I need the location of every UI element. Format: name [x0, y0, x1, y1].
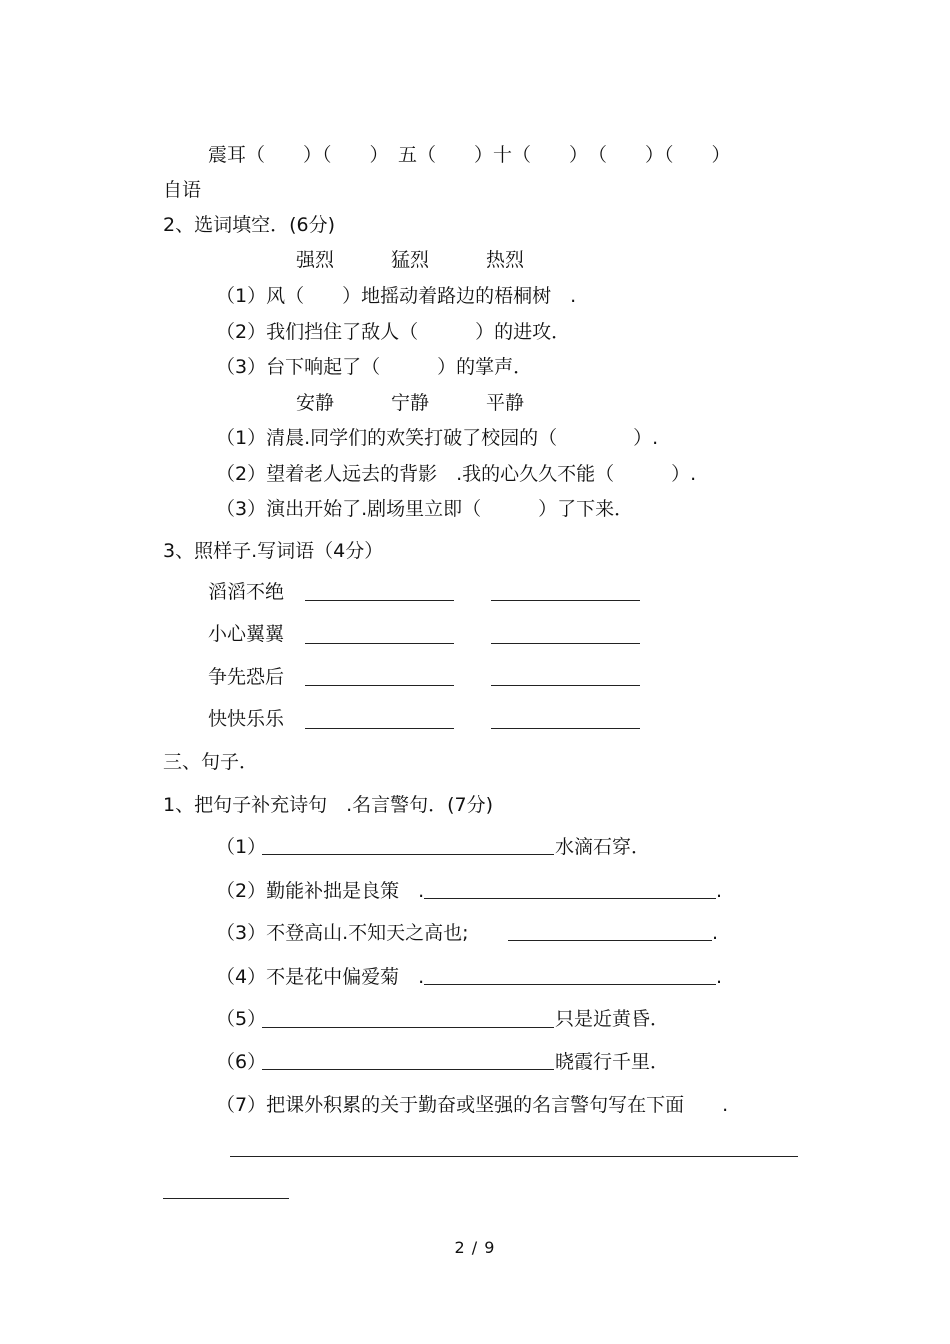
q2-item-2: （2）我们挡住了敌人（ ）的进攻．	[216, 321, 571, 343]
poem-item-4-text: （4）不是花中偏爱菊 .	[216, 966, 425, 988]
answer-blank[interactable]	[491, 685, 640, 686]
word-choices-2: 安静 宁静 平静	[296, 392, 525, 414]
poem-item-2-end: .	[716, 880, 723, 902]
poem-item-6-text: 晓霞行千里．	[555, 1051, 670, 1073]
poem-item-5-text: 只是近黄昏．	[555, 1008, 670, 1030]
idiom-fill-row: 震耳（ ）（ ） 五（ ）十（ ） （ ）（ ）	[208, 144, 731, 166]
answer-line-cont[interactable]	[163, 1198, 289, 1199]
idiom-fill-row-cont: 自语	[163, 179, 202, 201]
section-3-heading: 三、句子．	[163, 751, 259, 773]
page-number: 2 / 9	[454, 1238, 496, 1257]
question-2-heading: 2、选词填空．(6分)	[163, 214, 336, 236]
answer-blank[interactable]	[305, 728, 454, 729]
answer-blank[interactable]	[262, 1069, 554, 1070]
answer-blank[interactable]	[305, 643, 454, 644]
answer-blank[interactable]	[424, 898, 716, 899]
example-word: 小心翼翼	[208, 623, 285, 645]
poem-item-4-end: .	[716, 966, 723, 988]
poem-item-6-num: （6）	[216, 1051, 267, 1073]
poem-item-1-text: 水滴石穿．	[555, 836, 651, 858]
q2-item-4: （1）清晨.同学们的欢笑打破了校园的（ ）.	[216, 427, 659, 449]
answer-blank[interactable]	[424, 984, 716, 985]
answer-blank[interactable]	[262, 1027, 554, 1028]
example-word: 滔滔不绝	[208, 581, 285, 603]
answer-blank[interactable]	[262, 854, 554, 855]
poem-item-1-num: （1）	[216, 836, 267, 858]
question-3-heading: 3、照样子.写词语（4分）	[163, 540, 384, 562]
poem-item-7-text: （7）把课外积累的关于勤奋或坚强的名言警句写在下面 .	[216, 1094, 729, 1116]
poem-item-5-num: （5）	[216, 1008, 267, 1030]
poem-item-3-end: .	[712, 922, 719, 944]
answer-blank[interactable]	[508, 940, 712, 941]
answer-line[interactable]	[230, 1156, 798, 1157]
q2-item-5: （2）望着老人远去的背影 .我的心久久不能（ ）.	[216, 463, 697, 485]
answer-blank[interactable]	[491, 643, 640, 644]
example-word: 争先恐后	[208, 666, 285, 688]
answer-blank[interactable]	[491, 600, 640, 601]
q2-item-6: （3）演出开始了.剧场里立即（ ）了下来．	[216, 498, 634, 520]
q2-item-3: （3）台下响起了（ ）的掌声．	[216, 356, 533, 378]
section-3-question-1: 1、把句子补充诗句 .名言警句．(7分)	[163, 794, 494, 816]
example-word: 快快乐乐	[208, 708, 285, 730]
answer-blank[interactable]	[305, 685, 454, 686]
word-choices-1: 强烈 猛烈 热烈	[296, 249, 525, 271]
answer-blank[interactable]	[491, 728, 640, 729]
poem-item-3-text: （3）不登高山.不知天之高也;	[216, 922, 469, 944]
answer-blank[interactable]	[305, 600, 454, 601]
q2-item-1: （1）风（ ）地摇动着路边的梧桐树 .	[216, 285, 577, 307]
poem-item-2-text: （2）勤能补拙是良策 .	[216, 880, 425, 902]
